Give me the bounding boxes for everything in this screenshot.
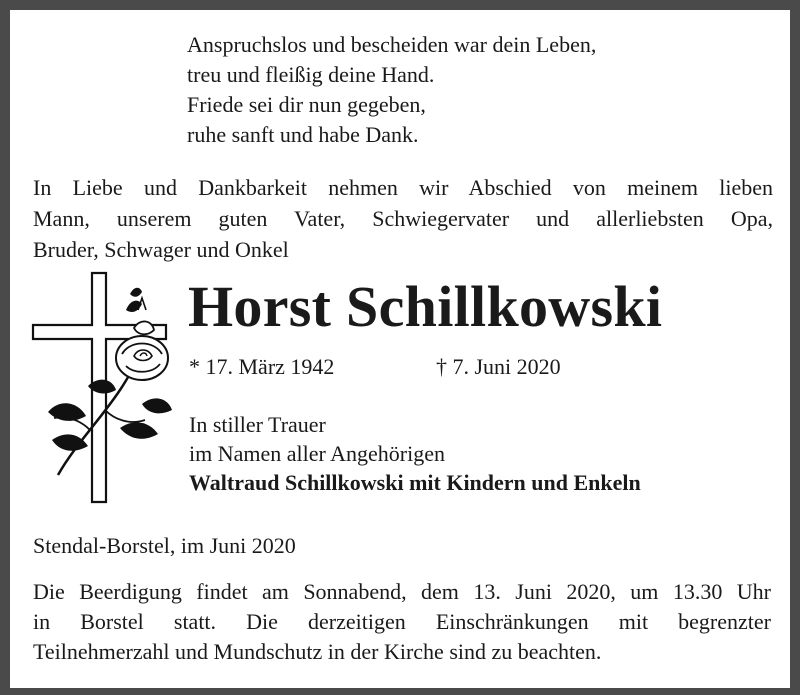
mourners-names: Waltraud Schillkowski mit Kindern und Enkeln — [189, 470, 641, 495]
deceased-name: Horst Schillkowski — [188, 274, 663, 339]
farewell-line: Bruder, Schwager und Onkel — [33, 237, 289, 262]
funeral-line: in Borstel statt. Die derzeitigen Einschränkungen mit begrenzter — [33, 609, 771, 634]
farewell-text — [33, 172, 773, 265]
mourners-block — [189, 410, 641, 497]
mourning-line: im Namen aller Angehörigen — [189, 441, 445, 466]
farewell-line: In Liebe und Dankbarkeit nehmen wir Abschied von meinem lieben — [33, 175, 773, 200]
funeral-info — [33, 577, 771, 667]
funeral-line: Teilnehmerzahl und Mundschutz in der Kirche sind zu beachten. — [33, 639, 602, 664]
death-date: † 7. Juni 2020 — [436, 354, 561, 379]
poem — [187, 30, 596, 150]
poem-line: ruhe sanft und habe Dank. — [187, 122, 419, 147]
farewell-line: Mann, unserem guten Vater, Schwiegervater und allerliebsten Opa, — [33, 206, 773, 231]
mourning-line: In stiller Trauer — [189, 412, 326, 437]
poem-line: treu und fleißig deine Hand. — [187, 62, 435, 87]
birth-date: * 17. März 1942 — [189, 354, 335, 379]
poem-line: Anspruchslos und bescheiden war dein Leben, — [187, 32, 597, 57]
cross-with-rose-icon — [30, 270, 180, 515]
place-and-date: Stendal-Borstel, im Juni 2020 — [33, 533, 296, 558]
funeral-line: Die Beerdigung findet am Sonnabend, dem 13. Juni 2020, um 13.30 Uhr — [33, 579, 771, 604]
poem-line: Friede sei dir nun gegeben, — [187, 92, 426, 117]
